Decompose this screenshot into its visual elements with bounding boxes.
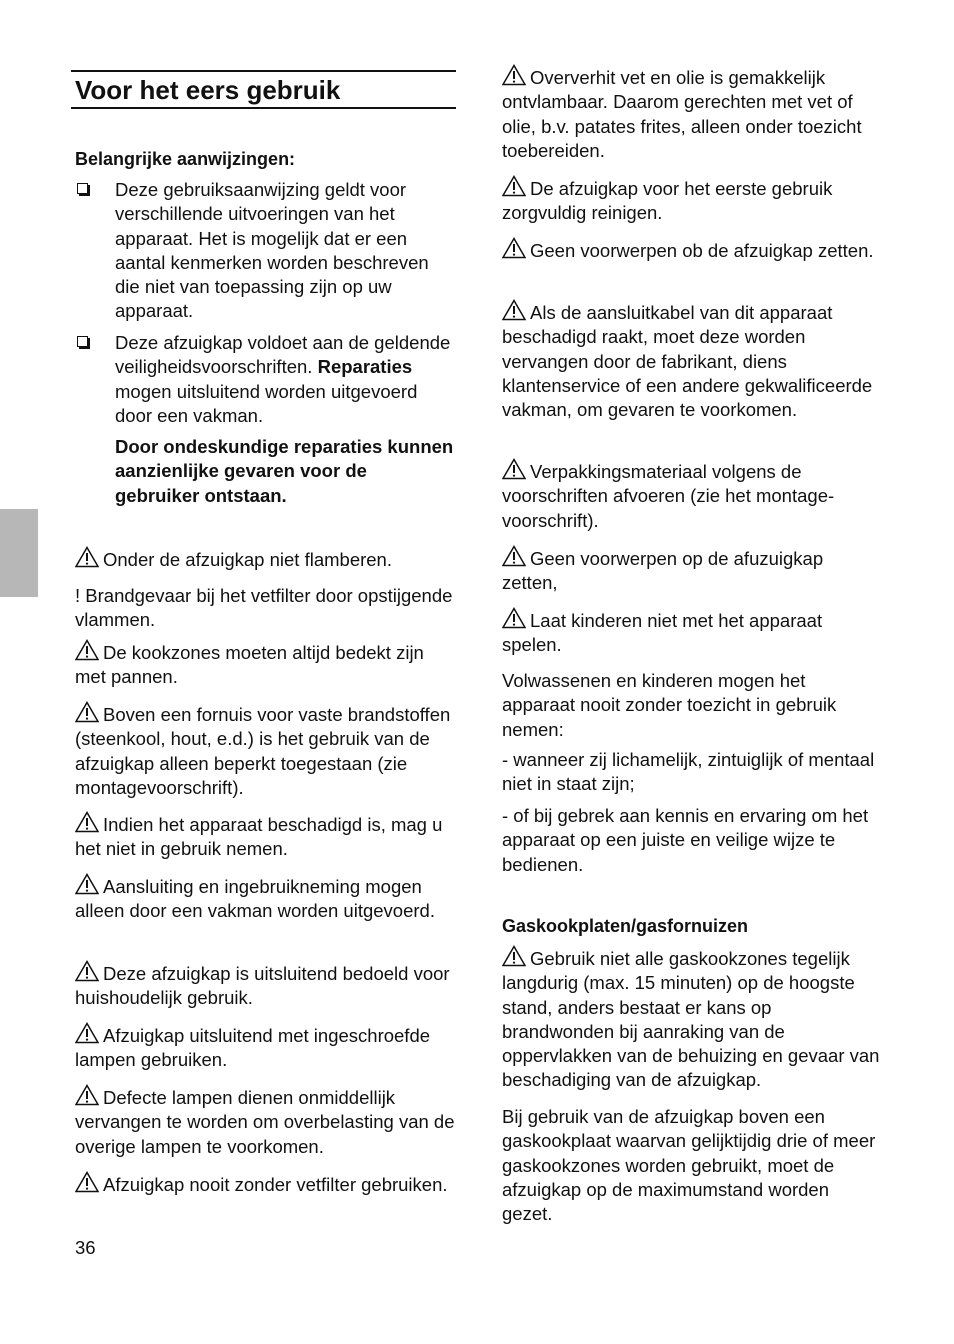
warning-item: Aansluiting en ingebruikneming mogen alleen door een vakman worden uitgevoerd. <box>75 873 457 924</box>
bullet-text: Deze gebruiksaanwijzing geldt voor verschillende uitvoeringen van het apparaat. Het is mogelijk dat er een aantal kenmerken worden beschreven die niet van toepassing zijn op uw apparaat. <box>115 179 429 322</box>
warning-triangle-icon <box>502 607 526 629</box>
warning-triangle-icon <box>502 458 526 480</box>
warning-item: Geen voorwerpen ob de afzuigkap zetten. <box>502 237 882 263</box>
section-tab-marker <box>0 509 38 597</box>
checkbox-bullet-icon <box>77 183 88 194</box>
warning-triangle-icon <box>75 873 99 895</box>
warning-item: Oververhit vet en olie is gemakkelijk ontvlambaar. Daarom gerechten met vet of olie, b.v. patates frites, alleen onder toezicht toebereiden. <box>502 64 882 163</box>
warning-triangle-icon <box>502 175 526 197</box>
page-number: 36 <box>75 1237 96 1258</box>
warning-triangle-icon <box>75 1171 99 1193</box>
warning-item: Indien het apparaat beschadigd is, mag u het niet in gebruik nemen. <box>75 811 457 862</box>
warning-item: Defecte lampen dienen onmiddellijk vervangen te worden om overbelasting van de overige lampen te voorkomen. <box>75 1084 457 1159</box>
warning-item: Verpakkingsmateriaal volgens de voorschriften afvoeren (zie het montage-voorschrift). <box>502 458 882 533</box>
warning-triangle-icon <box>502 299 526 321</box>
warning-triangle-icon <box>75 701 99 723</box>
warning-triangle-icon <box>75 1084 99 1106</box>
paragraph: - of bij gebrek aan kennis en ervaring om het apparaat op een juiste en veilige wijze te bedienen. <box>502 805 869 875</box>
bullet-item <box>75 178 457 324</box>
warning-triangle-icon <box>502 545 526 567</box>
warning-triangle-icon <box>75 1022 99 1044</box>
warning-item: Gebruik niet alle gaskookzones tegelijk langdurig (max. 15 minuten) op de hoogste stand, anders bestaat er kans op brandwonden bij aanraking van de oppervlakken van de behuizing en gevaar van beschadiging van de afzuigkap. <box>502 945 882 1093</box>
warning-triangle-icon <box>75 811 99 833</box>
warning-triangle-icon <box>502 237 526 259</box>
warning-item: Deze afzuigkap is uitsluitend bedoeld voor huishoudelijk gebruik. <box>75 960 457 1011</box>
title-rule-top <box>71 70 456 72</box>
title-rule-bottom <box>71 107 456 109</box>
bullet-item <box>75 331 457 428</box>
warning-item: Laat kinderen niet met het apparaat spelen. <box>502 607 882 658</box>
warning-item: Afzuigkap uitsluitend met ingeschroefde lampen gebruiken. <box>75 1022 457 1073</box>
paragraph: - wanneer zij lichamelijk, zintuiglijk of mentaal niet in staat zijn; <box>502 749 875 795</box>
warning-triangle-icon <box>75 639 99 661</box>
note-item: ! Brandgevaar bij het vetfilter door opstijgende vlammen. <box>75 585 453 631</box>
warning-triangle-icon <box>502 945 526 967</box>
warning-item: Geen voorwerpen op de afuzuigkap zetten, <box>502 545 882 596</box>
section-heading-gas: Gaskookplaten/gasfornuizen <box>502 916 749 936</box>
warning-item: Als de aansluitkabel van dit apparaat beschadigd raakt, moet deze worden vervangen door de fabrikant, diens klantenservice of een andere gekwalificeerde vakman, om gevaren te voorkomen. <box>502 299 882 422</box>
warning-item: Onder de afzuigkap niet flamberen. <box>75 546 457 572</box>
bold-warning-note: Door ondeskundige reparaties kunnen aanzienlijke gevaren voor de gebruiker ontstaan. <box>115 436 454 506</box>
paragraph: Volwassenen en kinderen mogen het apparaat nooit zonder toezicht in gebruik nemen: <box>502 670 837 740</box>
warning-triangle-icon <box>502 64 526 86</box>
bullet-text: Deze afzuigkap voldoet aan de geldende veiligheidsvoorschriften. Reparaties mogen uitsluitend worden uitgevoerd door een vakman. <box>115 332 451 426</box>
section-heading-important: Belangrijke aanwijzingen: <box>75 149 296 169</box>
warning-item: Afzuigkap nooit zonder vetfilter gebruiken. <box>75 1171 457 1197</box>
page-title: Voor het eers gebruik <box>75 75 341 105</box>
warning-triangle-icon <box>75 960 99 982</box>
paragraph: Bij gebruik van de afzuigkap boven een gaskookplaat waarvan gelijktijdig drie of meer gaskookzones worden gebruikt, moet de afzuigkap op de maximumstand worden gezet. <box>502 1106 876 1225</box>
checkbox-bullet-icon <box>77 336 88 347</box>
warning-item: De afzuigkap voor het eerste gebruik zorgvuldig reinigen. <box>502 175 882 226</box>
warning-item: Boven een fornuis voor vaste brandstoffen (steenkool, hout, e.d.) is het gebruik van de afzuigkap alleen beperkt toegestaan (zie montagevoorschrift). <box>75 701 457 800</box>
warning-triangle-icon <box>75 546 99 568</box>
warning-item: De kookzones moeten altijd bedekt zijn met pannen. <box>75 639 457 690</box>
